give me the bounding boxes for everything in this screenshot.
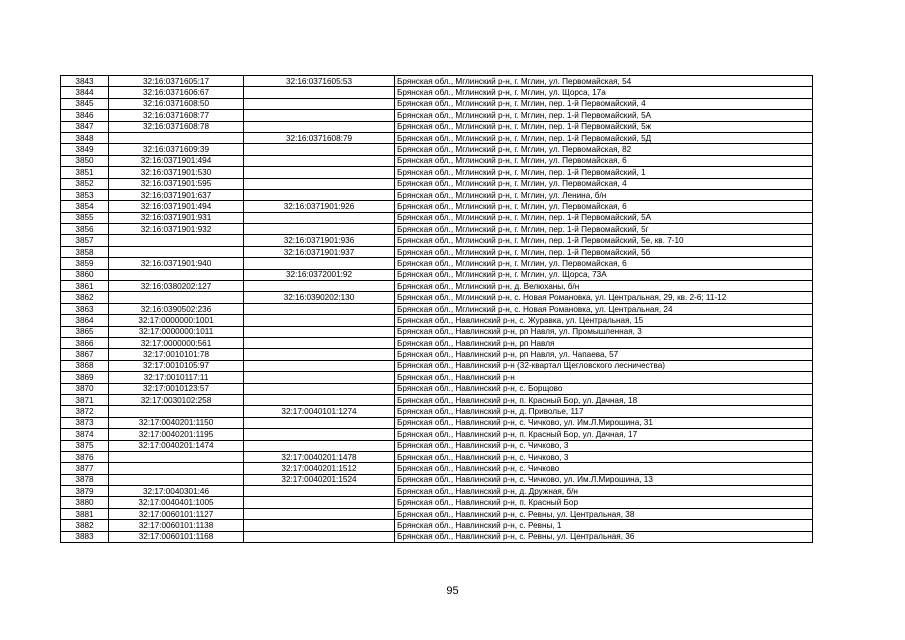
cadastral-number-cell: 32:17:0040401:1005: [109, 497, 244, 508]
table-row: [61, 417, 813, 428]
table-row: [61, 98, 813, 109]
table-row: [61, 440, 813, 451]
parent-cadastral-number-cell: [244, 224, 395, 235]
parent-cadastral-number-cell: [244, 429, 395, 440]
table-row: [61, 372, 813, 383]
table-row: [61, 246, 813, 257]
row-number-cell: 3849: [61, 144, 109, 155]
row-number-cell: 3875: [61, 440, 109, 451]
address-cell: Брянская обл., Навлинский р-н, с. Чичково, 3: [395, 451, 813, 462]
row-number-cell: 3860: [61, 269, 109, 280]
table-row: [61, 167, 813, 178]
parent-cadastral-number-cell: [244, 212, 395, 223]
address-cell: Брянская обл., Навлинский р-н, с. Борщово: [395, 383, 813, 394]
address-cell: Брянская обл., Навлинский р-н, рп Навля, ул. Промышленная, 3: [395, 326, 813, 337]
row-number-cell: 3871: [61, 394, 109, 405]
cadastral-number-cell: 32:17:0040301:46: [109, 486, 244, 497]
parent-cadastral-number-cell: [244, 520, 395, 531]
parent-cadastral-number-cell: 32:17:0040201:1512: [244, 463, 395, 474]
table-body: [61, 76, 813, 543]
address-cell: Брянская обл., Мглинский р-н, г. Мглин, ул. Первомайская, 6: [395, 258, 813, 269]
address-cell: Брянская обл., Мглинский р-н, г. Мглин, ул. Первомайская, 6: [395, 201, 813, 212]
property-table: [60, 75, 813, 543]
table-row: [61, 326, 813, 337]
cadastral-number-cell: 32:17:0030102:258: [109, 394, 244, 405]
address-cell: Брянская обл., Навлинский р-н, с. Чичково: [395, 463, 813, 474]
table-row: [61, 383, 813, 394]
table-row: [61, 315, 813, 326]
cadastral-number-cell: 32:16:0371606:67: [109, 87, 244, 98]
address-cell: Брянская обл., Навлинский р-н, д. Приволье, 117: [395, 406, 813, 417]
parent-cadastral-number-cell: [244, 531, 395, 542]
parent-cadastral-number-cell: [244, 258, 395, 269]
address-cell: Брянская обл., Навлинский р-н, с. Чичково, 3: [395, 440, 813, 451]
row-number-cell: 3843: [61, 76, 109, 87]
row-number-cell: 3863: [61, 303, 109, 314]
cadastral-number-cell: [109, 246, 244, 257]
address-cell: Брянская обл., Навлинский р-н: [395, 372, 813, 383]
parent-cadastral-number-cell: [244, 110, 395, 121]
table-row: [61, 406, 813, 417]
cadastral-number-cell: 32:17:0060101:1127: [109, 508, 244, 519]
parent-cadastral-number-cell: 32:17:0040201:1478: [244, 451, 395, 462]
row-number-cell: 3859: [61, 258, 109, 269]
row-number-cell: 3856: [61, 224, 109, 235]
row-number-cell: 3851: [61, 167, 109, 178]
cadastral-number-cell: [109, 132, 244, 143]
row-number-cell: 3862: [61, 292, 109, 303]
parent-cadastral-number-cell: [244, 360, 395, 371]
cadastral-number-cell: 32:16:0371901:637: [109, 189, 244, 200]
address-cell: Брянская обл., Мглинский р-н, г. Мглин, ул. Щорса, 17а: [395, 87, 813, 98]
table-row: [61, 224, 813, 235]
table-row: [61, 292, 813, 303]
address-cell: Брянская обл., Мглинский р-н, г. Мглин, пер. 1-й Первомайский, 4: [395, 98, 813, 109]
row-number-cell: 3880: [61, 497, 109, 508]
address-cell: Брянская обл., Навлинский р-н, с. Журавка, ул. Центральная, 15: [395, 315, 813, 326]
row-number-cell: 3852: [61, 178, 109, 189]
cadastral-number-cell: 32:17:0010105:97: [109, 360, 244, 371]
row-number-cell: 3882: [61, 520, 109, 531]
cadastral-number-cell: 32:16:0371901:595: [109, 178, 244, 189]
table-row: [61, 303, 813, 314]
parent-cadastral-number-cell: [244, 315, 395, 326]
parent-cadastral-number-cell: [244, 417, 395, 428]
cadastral-number-cell: 32:16:0371608:77: [109, 110, 244, 121]
address-cell: Брянская обл., Мглинский р-н, с. Новая Романовка, ул. Центральная, 29, кв. 2-6; 11-12: [395, 292, 813, 303]
cadastral-number-cell: 32:16:0371605:17: [109, 76, 244, 87]
address-cell: Брянская обл., Навлинский р-н, д. Дружная, б/н: [395, 486, 813, 497]
parent-cadastral-number-cell: [244, 394, 395, 405]
address-cell: Брянская обл., Мглинский р-н, г. Мглин, пер. 1-й Первомайский, 1: [395, 167, 813, 178]
parent-cadastral-number-cell: [244, 326, 395, 337]
parent-cadastral-number-cell: [244, 372, 395, 383]
table-row: [61, 394, 813, 405]
row-number-cell: 3868: [61, 360, 109, 371]
cadastral-number-cell: [109, 451, 244, 462]
cadastral-number-cell: [109, 463, 244, 474]
cadastral-number-cell: 32:17:0060101:1138: [109, 520, 244, 531]
table-row: [61, 337, 813, 348]
parent-cadastral-number-cell: 32:16:0371605:53: [244, 76, 395, 87]
parent-cadastral-number-cell: [244, 337, 395, 348]
cadastral-number-cell: 32:16:0390502:236: [109, 303, 244, 314]
row-number-cell: 3874: [61, 429, 109, 440]
address-cell: Брянская обл., Навлинский р-н, с. Ревны, ул. Центральная, 36: [395, 531, 813, 542]
table-row: [61, 212, 813, 223]
row-number-cell: 3869: [61, 372, 109, 383]
address-cell: Брянская обл., Мглинский р-н, с. Новая Романовка, ул. Центральная, 24: [395, 303, 813, 314]
parent-cadastral-number-cell: [244, 486, 395, 497]
table-row: [61, 155, 813, 166]
table-row: [61, 497, 813, 508]
cadastral-number-cell: 32:16:0371608:78: [109, 121, 244, 132]
parent-cadastral-number-cell: 32:16:0371901:936: [244, 235, 395, 246]
table-row: [61, 189, 813, 200]
cadastral-number-cell: 32:17:0000000:561: [109, 337, 244, 348]
row-number-cell: 3848: [61, 132, 109, 143]
row-number-cell: 3844: [61, 87, 109, 98]
row-number-cell: 3870: [61, 383, 109, 394]
address-cell: Брянская обл., Навлинский р-н, с. Ревны, 1: [395, 520, 813, 531]
parent-cadastral-number-cell: [244, 497, 395, 508]
cadastral-number-cell: 32:16:0371901:931: [109, 212, 244, 223]
row-number-cell: 3845: [61, 98, 109, 109]
table-row: [61, 508, 813, 519]
row-number-cell: 3854: [61, 201, 109, 212]
table-row: [61, 110, 813, 121]
cadastral-number-cell: [109, 235, 244, 246]
table-row: [61, 429, 813, 440]
table-row: [61, 87, 813, 98]
row-number-cell: 3855: [61, 212, 109, 223]
parent-cadastral-number-cell: [244, 303, 395, 314]
address-cell: Брянская обл., Мглинский р-н, г. Мглин, ул. Ленина, б/н: [395, 189, 813, 200]
parent-cadastral-number-cell: [244, 189, 395, 200]
cadastral-number-cell: 32:17:0060101:1168: [109, 531, 244, 542]
cadastral-number-cell: 32:16:0371608:50: [109, 98, 244, 109]
parent-cadastral-number-cell: [244, 281, 395, 292]
row-number-cell: 3876: [61, 451, 109, 462]
parent-cadastral-number-cell: [244, 87, 395, 98]
address-cell: Брянская обл., Мглинский р-н, г. Мглин, пер. 1-й Первомайский, 5А: [395, 110, 813, 121]
table-row: [61, 201, 813, 212]
parent-cadastral-number-cell: [244, 440, 395, 451]
cadastral-number-cell: 32:17:0000000:1011: [109, 326, 244, 337]
parent-cadastral-number-cell: 32:16:0371901:926: [244, 201, 395, 212]
address-cell: Брянская обл., Мглинский р-н, г. Мглин, пер. 1-й Первомайский, 5г: [395, 224, 813, 235]
cadastral-number-cell: 32:17:0040201:1195: [109, 429, 244, 440]
table-row: [61, 235, 813, 246]
table-row: [61, 269, 813, 280]
address-cell: Брянская обл., Навлинский р-н, с. Чичково, ул. Им.Л.Мирошина, 31: [395, 417, 813, 428]
parent-cadastral-number-cell: 32:16:0372001:92: [244, 269, 395, 280]
address-cell: Брянская обл., Мглинский р-н, г. Мглин, ул. Первомайская, 6: [395, 155, 813, 166]
address-cell: Брянская обл., Мглинский р-н, г. Мглин, пер. 1-й Первомайский, 5ж: [395, 121, 813, 132]
row-number-cell: 3872: [61, 406, 109, 417]
row-number-cell: 3858: [61, 246, 109, 257]
row-number-cell: 3883: [61, 531, 109, 542]
row-number-cell: 3857: [61, 235, 109, 246]
cadastral-number-cell: 32:16:0371609:39: [109, 144, 244, 155]
row-number-cell: 3850: [61, 155, 109, 166]
address-cell: Брянская обл., Мглинский р-н, г. Мглин, ул. Первомайская, 54: [395, 76, 813, 87]
row-number-cell: 3873: [61, 417, 109, 428]
address-cell: Брянская обл., Навлинский р-н, с. Ревны, ул. Центральная, 38: [395, 508, 813, 519]
address-cell: Брянская обл., Мглинский р-н, г. Мглин, пер. 1-й Первомайский, 5б: [395, 246, 813, 257]
address-cell: Брянская обл., Навлинский р-н, п. Красный Бор, ул. Дачная, 18: [395, 394, 813, 405]
cadastral-number-cell: [109, 269, 244, 280]
row-number-cell: 3878: [61, 474, 109, 485]
address-cell: Брянская обл., Навлинский р-н, с. Чичково, ул. Им.Л.Мирошина, 13: [395, 474, 813, 485]
address-cell: Брянская обл., Мглинский р-н, д. Велюханы, б/н: [395, 281, 813, 292]
row-number-cell: 3861: [61, 281, 109, 292]
cadastral-number-cell: [109, 406, 244, 417]
parent-cadastral-number-cell: [244, 144, 395, 155]
address-cell: Брянская обл., Навлинский р-н, п. Красный Бор: [395, 497, 813, 508]
table-row: [61, 144, 813, 155]
cadastral-number-cell: 32:16:0371901:530: [109, 167, 244, 178]
address-cell: Брянская обл., Навлинский р-н (32-квартал Щегловского лесничества): [395, 360, 813, 371]
address-cell: Брянская обл., Навлинский р-н, рп Навля: [395, 337, 813, 348]
table-row: [61, 474, 813, 485]
row-number-cell: 3881: [61, 508, 109, 519]
parent-cadastral-number-cell: [244, 178, 395, 189]
cadastral-number-cell: 32:17:0040201:1474: [109, 440, 244, 451]
parent-cadastral-number-cell: 32:16:0371608:79: [244, 132, 395, 143]
row-number-cell: 3877: [61, 463, 109, 474]
cadastral-number-cell: [109, 474, 244, 485]
address-cell: Брянская обл., Мглинский р-н, г. Мглин, пер. 1-й Первомайский, 5А: [395, 212, 813, 223]
parent-cadastral-number-cell: 32:17:0040101:1274: [244, 406, 395, 417]
table-row: [61, 520, 813, 531]
parent-cadastral-number-cell: [244, 383, 395, 394]
table-row: [61, 258, 813, 269]
address-cell: Брянская обл., Мглинский р-н, г. Мглин, ул. Первомайская, 82: [395, 144, 813, 155]
cadastral-number-cell: 32:16:0371901:932: [109, 224, 244, 235]
table-row: [61, 486, 813, 497]
table-row: [61, 349, 813, 360]
row-number-cell: 3865: [61, 326, 109, 337]
table-row: [61, 281, 813, 292]
parent-cadastral-number-cell: [244, 349, 395, 360]
row-number-cell: 3847: [61, 121, 109, 132]
parent-cadastral-number-cell: 32:16:0390202:130: [244, 292, 395, 303]
row-number-cell: 3867: [61, 349, 109, 360]
cadastral-number-cell: [109, 292, 244, 303]
row-number-cell: 3879: [61, 486, 109, 497]
row-number-cell: 3866: [61, 337, 109, 348]
cadastral-number-cell: 32:17:0040201:1150: [109, 417, 244, 428]
cadastral-number-cell: 32:17:0000000:1001: [109, 315, 244, 326]
row-number-cell: 3853: [61, 189, 109, 200]
table-row: [61, 178, 813, 189]
cadastral-number-cell: 32:16:0371901:494: [109, 201, 244, 212]
cadastral-number-cell: 32:16:0371901:940: [109, 258, 244, 269]
address-cell: Брянская обл., Мглинский р-н, г. Мглин, пер. 1-й Первомайский, 5е, кв. 7-10: [395, 235, 813, 246]
table-row: [61, 132, 813, 143]
address-cell: Брянская обл., Навлинский р-н, рп Навля, ул. Чапаева, 57: [395, 349, 813, 360]
table-row: [61, 121, 813, 132]
parent-cadastral-number-cell: [244, 508, 395, 519]
cadastral-number-cell: 32:17:0010123:57: [109, 383, 244, 394]
address-cell: Брянская обл., Мглинский р-н, г. Мглин, ул. Щорса, 73А: [395, 269, 813, 280]
cadastral-number-cell: 32:17:0010117:11: [109, 372, 244, 383]
row-number-cell: 3864: [61, 315, 109, 326]
address-cell: Брянская обл., Мглинский р-н, г. Мглин, пер. 1-й Первомайский, 5Д: [395, 132, 813, 143]
table-row: [61, 463, 813, 474]
parent-cadastral-number-cell: [244, 167, 395, 178]
table-row: [61, 76, 813, 87]
cadastral-number-cell: 32:16:0371901:494: [109, 155, 244, 166]
parent-cadastral-number-cell: [244, 155, 395, 166]
table-row: [61, 360, 813, 371]
cadastral-number-cell: 32:17:0010101:78: [109, 349, 244, 360]
address-cell: Брянская обл., Навлинский р-н, п. Красный Бор, ул. Дачная, 17: [395, 429, 813, 440]
table-row: [61, 531, 813, 542]
row-number-cell: 3846: [61, 110, 109, 121]
address-cell: Брянская обл., Мглинский р-н, г. Мглин, ул. Первомайская, 4: [395, 178, 813, 189]
parent-cadastral-number-cell: [244, 98, 395, 109]
parent-cadastral-number-cell: 32:16:0371901:937: [244, 246, 395, 257]
parent-cadastral-number-cell: [244, 121, 395, 132]
parent-cadastral-number-cell: 32:17:0040201:1524: [244, 474, 395, 485]
table-row: [61, 451, 813, 462]
cadastral-number-cell: 32:16:0380202:127: [109, 281, 244, 292]
page-number: 95: [446, 585, 459, 597]
